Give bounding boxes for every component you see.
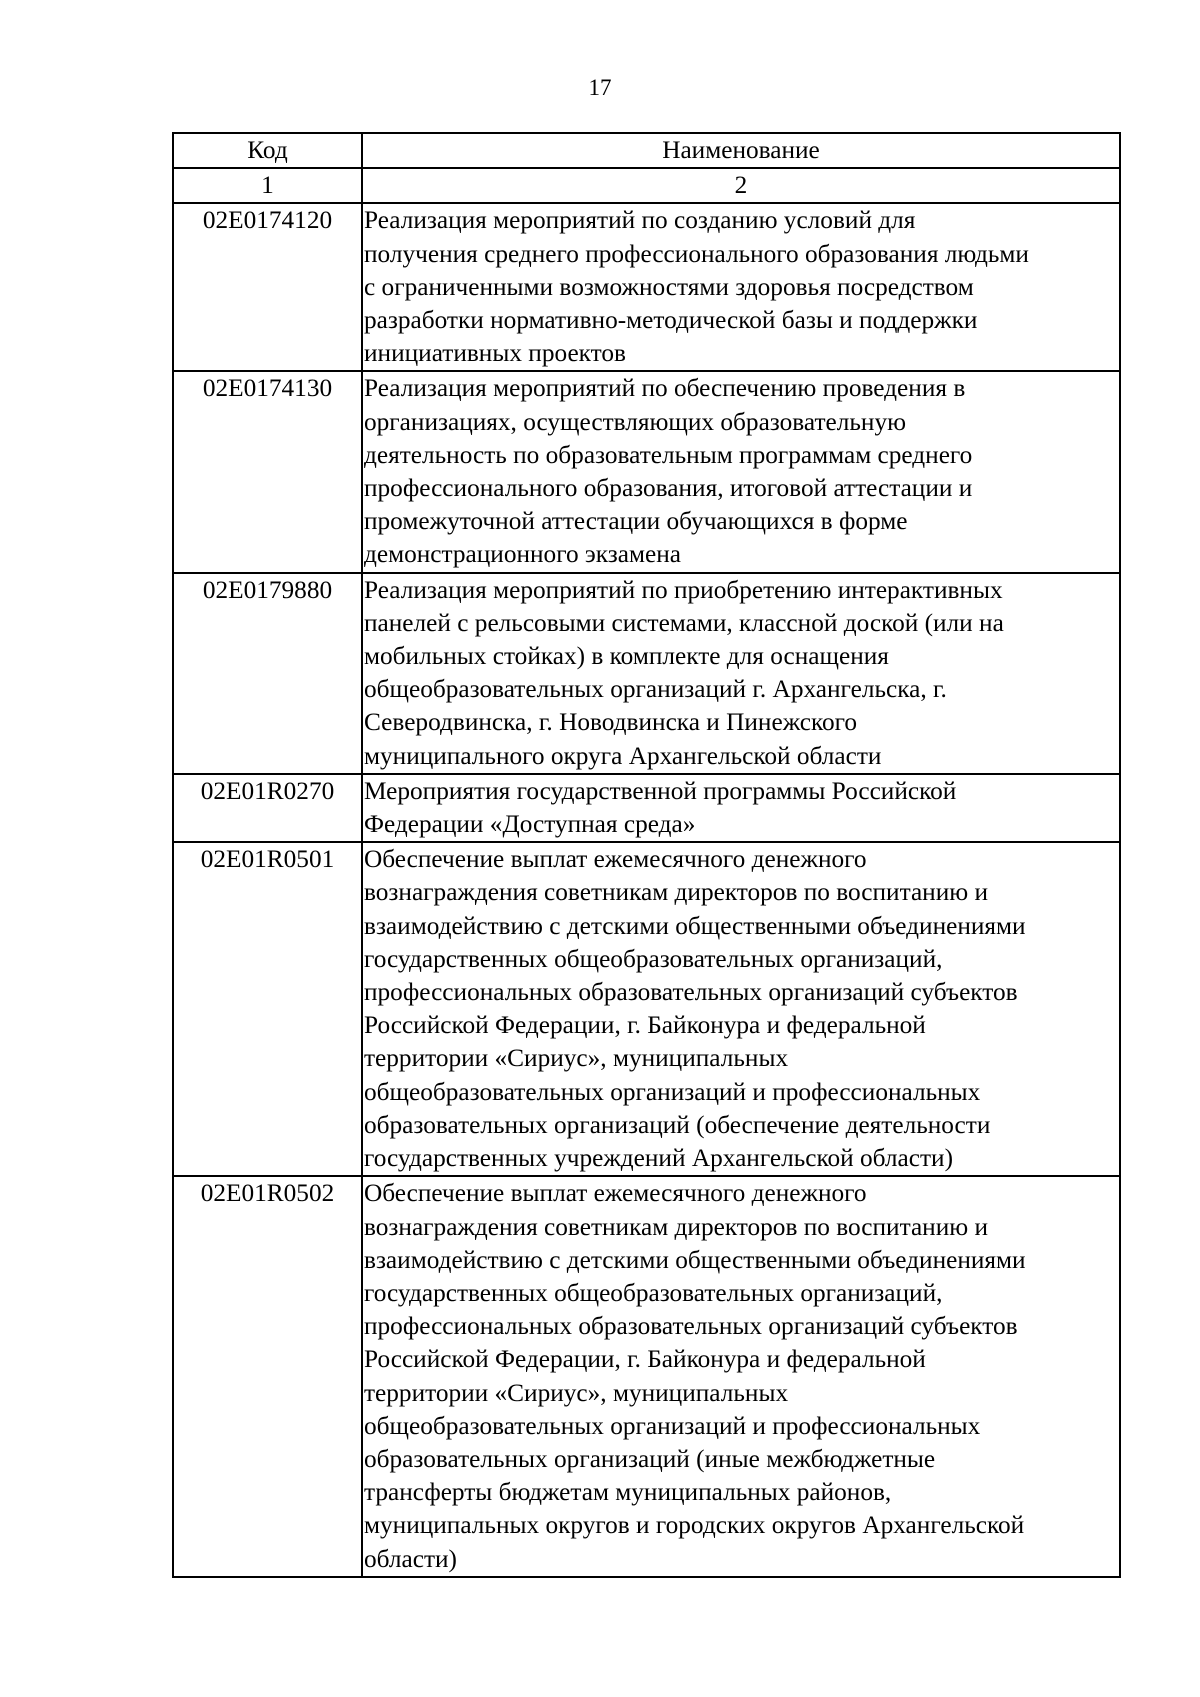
table-row (173, 203, 1120, 371)
row-code: 02E01R0270 (173, 774, 362, 842)
row-name-line: Реализация мероприятий по созданию условий для (364, 206, 916, 235)
row-name-line: взаимодействию с детскими общественными объединениями (364, 1245, 1026, 1274)
row-name-line: профессиональных образовательных организаций субъектов (364, 978, 1018, 1007)
table-row (173, 573, 1120, 774)
row-name-line: области) (364, 1544, 457, 1573)
header-name: Наименование (362, 133, 1120, 168)
row-name-line: образовательных организаций (иные межбюджетные (364, 1444, 936, 1473)
row-code: 02E01R0501 (173, 842, 362, 1176)
row-name-line: вознаграждения советникам директоров по воспитанию и (364, 878, 989, 907)
header-row (173, 133, 1120, 168)
row-name (362, 573, 1120, 774)
row-name-line: общеобразовательных организаций и профессиональных (364, 1077, 981, 1106)
row-name-line: с ограниченными возможностями здоровья посредством (364, 272, 974, 301)
row-name-line: профессионального образования, итоговой аттестации и (364, 474, 973, 503)
row-name-line: муниципальных округов и городских округов Архангельской (364, 1511, 1025, 1540)
row-name-line: территории «Сириус», муниципальных (364, 1044, 789, 1073)
row-name-line: деятельность по образовательным программам среднего (364, 440, 973, 469)
header-code: Код (173, 133, 362, 168)
row-name (362, 1176, 1120, 1576)
row-name-line: образовательных организаций (обеспечение деятельности (364, 1110, 991, 1139)
row-name-line: Обеспечение выплат ежемесячного денежного (364, 845, 867, 874)
row-name-line: Российской Федерации, г. Байконура и федеральной (364, 1011, 926, 1040)
column-number-row (173, 168, 1120, 203)
row-name-line: взаимодействию с детскими общественными объединениями (364, 911, 1026, 940)
column-number-1: 1 (173, 168, 362, 203)
table-row (173, 1176, 1120, 1576)
row-code: 02E0179880 (173, 573, 362, 774)
row-name-line: промежуточной аттестации обучающихся в форме (364, 507, 908, 536)
row-name-line: Обеспечение выплат ежемесячного денежного (364, 1179, 867, 1208)
row-name-line: профессиональных образовательных организаций субъектов (364, 1312, 1018, 1341)
row-code: 02E0174120 (173, 203, 362, 371)
row-name (362, 774, 1120, 842)
row-name (362, 842, 1120, 1176)
page-number: 17 (588, 75, 612, 100)
row-name-line: муниципального округа Архангельской области (364, 741, 882, 770)
row-name-line: вознаграждения советникам директоров по воспитанию и (364, 1212, 989, 1241)
row-name-line: территории «Сириус», муниципальных (364, 1378, 789, 1407)
row-name-line: трансферты бюджетам муниципальных районов, (364, 1478, 892, 1507)
row-name-line: инициативных проектов (364, 339, 626, 368)
row-name-line: получения среднего профессионального образования людьми (364, 239, 1029, 268)
row-name (362, 203, 1120, 371)
row-code: 02E0174130 (173, 371, 362, 572)
row-name-line: панелей с рельсовыми системами, классной доской (или на (364, 608, 1004, 637)
table-row (173, 774, 1120, 842)
table-row (173, 371, 1120, 572)
row-name-line: Северодвинска, г. Новодвинска и Пинежского (364, 708, 857, 737)
row-name-line: государственных учреждений Архангельской области) (364, 1144, 953, 1173)
row-name-line: государственных общеобразовательных организаций, (364, 944, 943, 973)
table-body (173, 133, 1120, 1577)
row-name-line: Реализация мероприятий по обеспечению проведения в (364, 374, 966, 403)
code-table (172, 132, 1121, 1578)
row-name-line: Мероприятия государственной программы Российской (364, 776, 957, 805)
row-code: 02E01R0502 (173, 1176, 362, 1576)
row-name-line: общеобразовательных организаций г. Архангельска, г. (364, 675, 947, 704)
row-name-line: мобильных стойках) в комплекте для оснащения (364, 642, 889, 671)
row-name (362, 371, 1120, 572)
row-name-line: демонстрационного экзамена (364, 540, 681, 569)
column-number-2: 2 (362, 168, 1120, 203)
row-name-line: государственных общеобразовательных организаций, (364, 1278, 943, 1307)
row-name-line: Федерации «Доступная среда» (364, 810, 696, 839)
row-name-line: общеобразовательных организаций и профессиональных (364, 1411, 981, 1440)
row-name-line: Реализация мероприятий по приобретению интерактивных (364, 575, 1003, 604)
row-name-line: разработки нормативно-методической базы и поддержки (364, 306, 978, 335)
table-row (173, 842, 1120, 1176)
row-name-line: Российской Федерации, г. Байконура и федеральной (364, 1345, 926, 1374)
row-name-line: организациях, осуществляющих образовательную (364, 407, 907, 436)
